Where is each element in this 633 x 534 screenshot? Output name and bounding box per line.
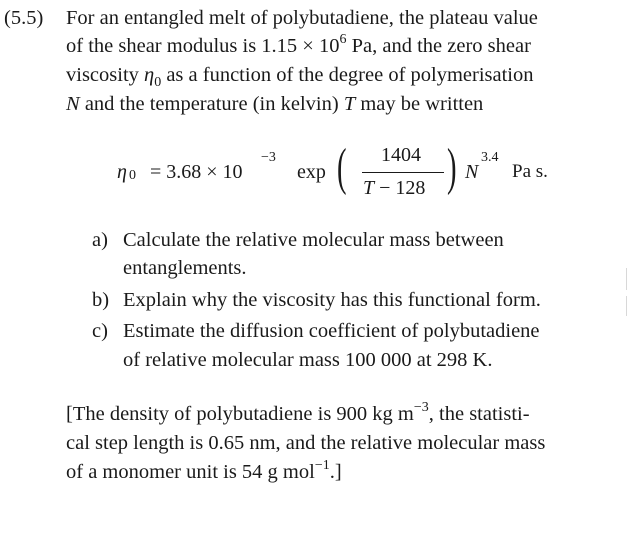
part-c-line-2: of relative molecular mass 100 000 at 298 K. bbox=[123, 349, 493, 371]
fraction-numerator: 1404 bbox=[381, 144, 421, 166]
intro-line-4-mid: and the temperature (in kelvin) bbox=[79, 93, 344, 115]
part-b-label: b) bbox=[92, 289, 110, 311]
viscosity-formula bbox=[117, 140, 587, 210]
formula-eta-subscript: 0 bbox=[129, 168, 136, 183]
intro-line-3-start: viscosity bbox=[66, 64, 145, 86]
intro-line-4-end: may be written bbox=[355, 93, 484, 115]
note-line-1-end: , the statisti- bbox=[428, 403, 530, 425]
formula-coefficient-exponent: −3 bbox=[261, 150, 276, 165]
note-line-3 bbox=[66, 460, 342, 487]
formula-n: N bbox=[465, 161, 479, 183]
part-a-line-2: entanglements. bbox=[123, 257, 247, 279]
note-line-3-start: of a monomer unit is 54 g mol bbox=[66, 461, 315, 483]
part-b-line-1: Explain why the viscosity has this functional form. bbox=[123, 289, 541, 311]
denominator-rest: − 128 bbox=[374, 177, 426, 199]
note-line-3-end: .] bbox=[329, 461, 342, 483]
formula-unit: Pa s. bbox=[512, 161, 548, 182]
formula-exp: exp bbox=[297, 161, 326, 183]
density-exponent: −3 bbox=[413, 400, 429, 415]
fraction-denominator bbox=[363, 177, 425, 200]
right-parenthesis: ) bbox=[447, 139, 457, 196]
intro-line-2 bbox=[66, 34, 531, 61]
left-parenthesis: ( bbox=[337, 139, 347, 196]
note-line-2: cal step length is 0.65 nm, and the relative molecular mass bbox=[66, 432, 546, 454]
part-c-line-1: Estimate the diffusion coefficient of polybutadiene bbox=[123, 320, 540, 342]
modulus-exponent: 6 bbox=[339, 32, 347, 47]
intro-line-2-end: Pa, and the zero shear bbox=[346, 35, 531, 57]
intro-line-3 bbox=[66, 63, 534, 95]
formula-n-exponent: 3.4 bbox=[481, 150, 499, 165]
formula-eta: η bbox=[117, 161, 127, 183]
note-line-1-start: [The density of polybutadiene is 900 kg m bbox=[66, 403, 414, 425]
formula-coefficient: = 3.68 × 10 bbox=[150, 161, 243, 183]
eta-subscript: 0 bbox=[154, 75, 162, 91]
scan-edge-mark bbox=[626, 296, 627, 316]
part-a-label: a) bbox=[92, 229, 108, 251]
n-symbol: N bbox=[66, 93, 80, 115]
intro-line-3-end: as a function of the degree of polymerisation bbox=[161, 64, 534, 86]
note-line-1 bbox=[66, 402, 530, 429]
intro-line-4 bbox=[66, 92, 483, 116]
denominator-t: T bbox=[363, 177, 375, 199]
part-a-line-1: Calculate the relative molecular mass between bbox=[123, 229, 504, 251]
eta-symbol: η bbox=[144, 64, 155, 86]
problem-number: (5.5) bbox=[4, 7, 44, 29]
fraction-bar bbox=[362, 172, 444, 173]
t-symbol: T bbox=[343, 93, 356, 115]
intro-line-2-start: of the shear modulus is 1.15 × 10 bbox=[66, 35, 340, 57]
molar-mass-exponent: −1 bbox=[314, 458, 330, 473]
intro-line-1: For an entangled melt of polybutadiene, the plateau value bbox=[66, 7, 538, 29]
scan-edge-mark bbox=[626, 268, 627, 290]
part-c-label: c) bbox=[92, 320, 108, 342]
